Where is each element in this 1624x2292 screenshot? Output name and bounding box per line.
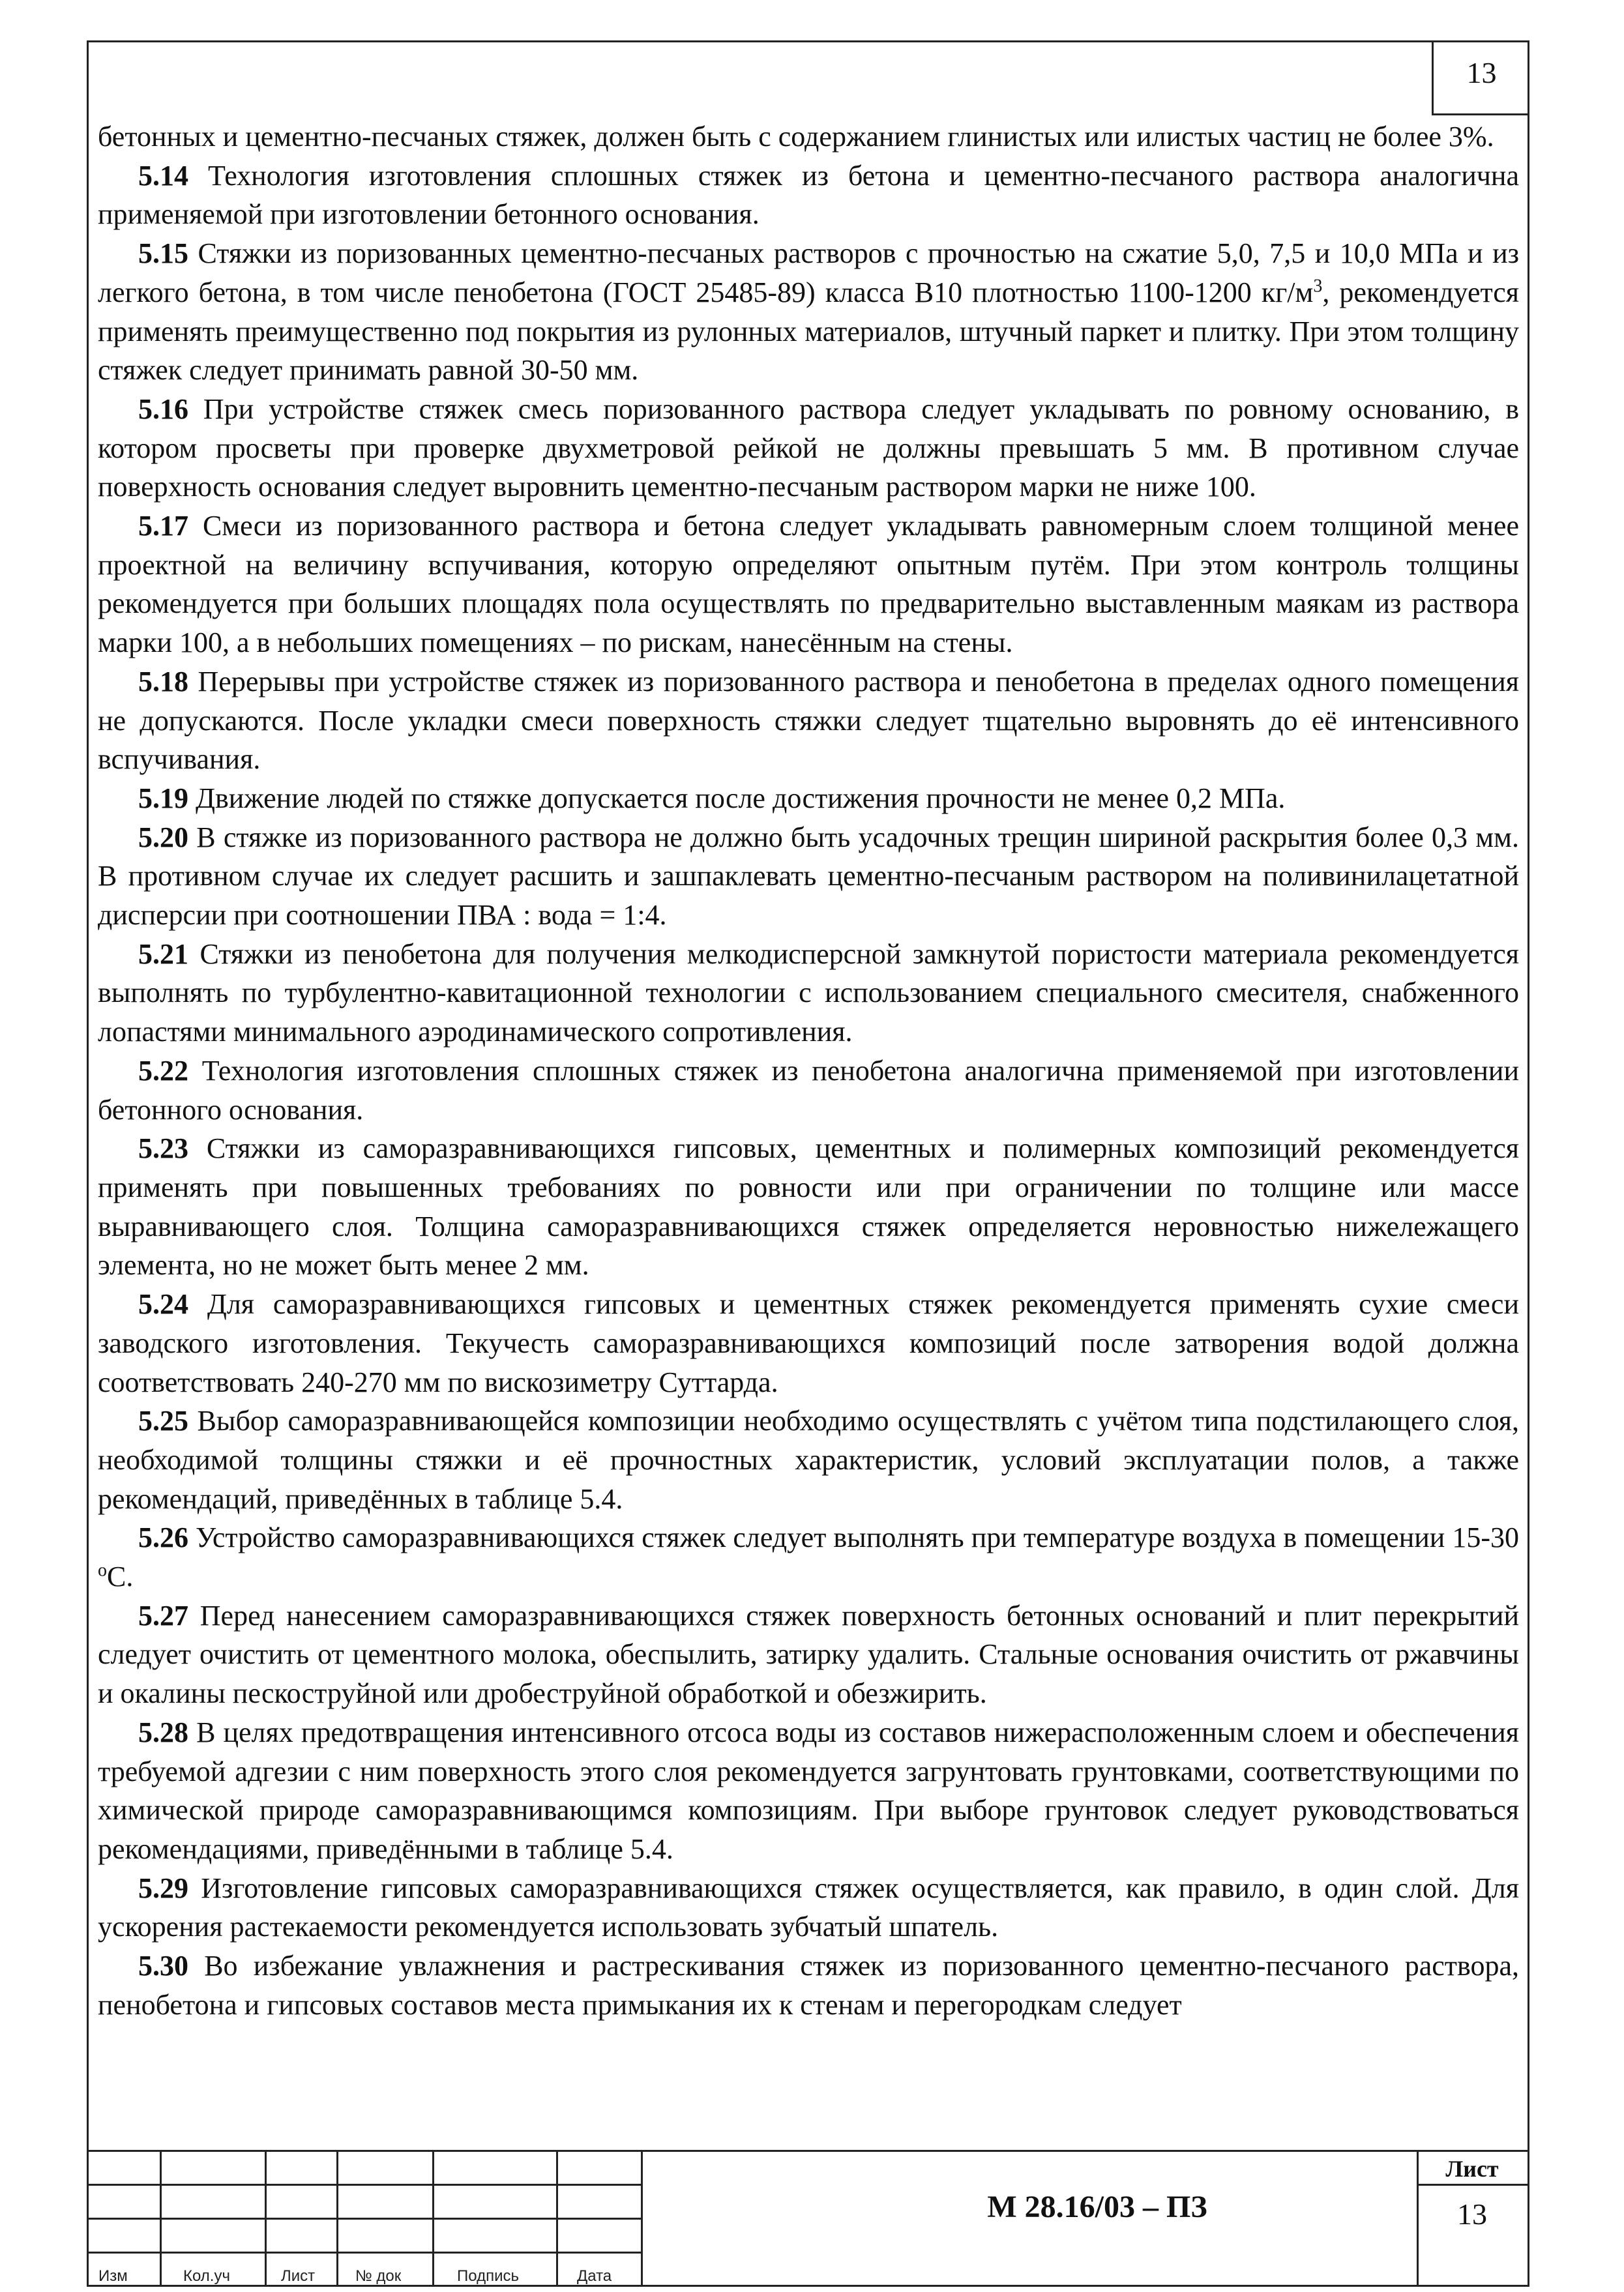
clause-number: 5.26: [138, 1521, 188, 1554]
paragraph-text: Технология изготовления сплошных стяжек из бетона и цементно-песчаного раствора аналогична применяемой при изготовлении бетонного основания.: [98, 159, 1519, 231]
page-number-box: 13: [1432, 40, 1529, 115]
stamp-col-kol-uch: Кол.уч: [183, 2267, 230, 2285]
paragraph-text: При устройстве стяжек смесь поризованного раствора следует укладывать по ровному основанию, в котором просветы при проверке двухметровой рейкой не должны превышать 5 мм. В противном случае поверхность основания следует выровнить цементно-песчаным раствором марки не ниже 100.: [98, 392, 1519, 503]
clause-number: 5.23: [138, 1132, 188, 1165]
paragraph-text: Для саморазравнивающихся гипсовых и цементных стяжек рекомендуется применять сухие смеси заводского изготовления. Текучесть саморазравнивающихся композиций после затворения водой должна соответствовать 240-270 мм по вискозиметру Суттарда.: [98, 1288, 1519, 1398]
paragraph-text-continued: С.: [107, 1561, 134, 1593]
paragraph: [98, 1051, 1519, 1129]
clause-number: 5.28: [138, 1716, 188, 1748]
paragraph: [98, 1713, 1519, 1869]
paragraph-text: Стяжки из пенобетона для получения мелкодисперсной замкнутой пористости материала рекомендуется выполнять по турбулентно-кавитационной технологии с использованием специального смесителя, снабженного лопастями минимального аэродинамического сопротивления.: [98, 937, 1519, 1048]
stamp-col-signature: Подпись: [457, 2267, 519, 2285]
paragraph-text: бетонных и цементно-песчаных стяжек, должен быть с содержанием глинистых или илистых частиц не более 3%.: [98, 121, 1494, 153]
clause-number: 5.22: [138, 1054, 188, 1087]
paragraph: [98, 935, 1519, 1051]
stamp-col-izm: Изм: [98, 2267, 128, 2285]
stamp-col-doc: № док: [355, 2267, 402, 2285]
superscript: o: [98, 1560, 107, 1581]
clause-number: 5.16: [138, 392, 188, 425]
paragraph-text: Движение людей по стяжке допускается после достижения прочности не менее 0,2 МПа.: [188, 782, 1286, 814]
clause-number: 5.19: [138, 782, 188, 814]
paragraph-text: Устройство саморазравнивающихся стяжек следует выполнять при температуре воздуха в помещении 15-30: [188, 1521, 1519, 1554]
clause-number: 5.18: [138, 665, 188, 698]
clause-number: 5.20: [138, 821, 188, 853]
paragraph: [98, 1869, 1519, 1947]
paragraph: [98, 156, 1519, 234]
superscript: 3: [1313, 276, 1323, 297]
paragraph: [98, 818, 1519, 935]
paragraph: [98, 1947, 1519, 2024]
paragraph: [98, 779, 1519, 818]
paragraph: [98, 1518, 1519, 1596]
paragraph-text: В стяжке из поризованного раствора не должно быть усадочных трещин шириной раскрытия более 0,3 мм. В противном случае их следует расшить и зашпаклевать цементно-песчаным раствором на поливинилацетатной дисперсии при соотношении ПВА : вода = 1:4.: [98, 821, 1519, 932]
paragraph-text: Перерывы при устройстве стяжек из поризованного раствора и пенобетона в пределах одного помещения не допускаются. После укладки смеси поверхность стяжки следует тщательно выровнять до её интенсивного вспучивания.: [98, 665, 1519, 776]
paragraph-text: Смеси из поризованного раствора и бетона следует укладывать равномерным слоем толщиной менее проектной на величину вспучивания, которую определяют опытным путём. При этом контроль толщины рекомендуется при больших площадях пола осуществлять по предварительно выставленным маякам из раствора марки 100, а в небольших помещениях – по рискам, нанесённым на стены.: [98, 510, 1519, 659]
paragraph-text: Выбор саморазравнивающейся композиции необходимо осуществлять с учётом типа подстилающего слоя, необходимой толщины стяжки и её прочностных характеристик, условий эксплуатации полов, а также рекомендаций, приведённых в таблице 5.4.: [98, 1405, 1519, 1515]
paragraph: [98, 662, 1519, 779]
paragraph: [98, 1596, 1519, 1713]
paragraph: [98, 1129, 1519, 1285]
paragraph-text: В целях предотвращения интенсивного отсоса воды из составов нижерасположенным слоем и обеспечения требуемой адгезии с ним поверхность этого слоя рекомендуется загрунтовать грунтовками, соответствующими по химической природе саморазравнивающимся композициям. При выборе грунтовок следует руководствоваться рекомендациями, приведёнными в таблице 5.4.: [98, 1716, 1519, 1865]
paragraph-text: Стяжки из саморазравнивающихся гипсовых, цементных и полимерных композиций рекомендуется применять при повышенных требованиях по ровности или при ограничении по толщине или массе выравнивающего слоя. Толщина саморазравнивающихся стяжек определяется неровностью нижележащего элемента, но не может быть менее 2 мм.: [98, 1132, 1519, 1282]
paragraph: [98, 234, 1519, 390]
paragraph: [98, 1402, 1519, 1518]
stamp-col-date: Дата: [577, 2267, 612, 2285]
clause-number: 5.15: [138, 237, 188, 270]
paragraph: [98, 117, 1519, 156]
sheet-label: Лист: [1445, 2156, 1499, 2182]
sheet-number: 13: [1457, 2197, 1487, 2231]
clause-number: 5.21: [138, 937, 188, 970]
clause-number: 5.30: [138, 1950, 188, 1982]
paragraph: [98, 1285, 1519, 1402]
paragraph: [98, 390, 1519, 507]
document-code: М 28.16/03 – ПЗ: [987, 2190, 1207, 2224]
stamp-col-list: Лист: [281, 2267, 316, 2285]
title-block: [87, 2150, 1529, 2287]
paragraph-text: Во избежание увлажнения и растрескивания стяжек из поризованного цементно-песчаного раствора, пенобетона и гипсовых составов места примыкания их к стенам и перегородкам следует: [98, 1950, 1519, 2021]
clause-number: 5.14: [138, 159, 188, 192]
paragraph-text: Перед нанесением саморазравнивающихся стяжек поверхность бетонных оснований и плит перекрытий следует очистить от цементного молока, обеспылить, затирку удалить. Стальные основания очистить от ржавчины и окалины пескоструйной или дробеструйной обработкой и обезжирить.: [98, 1599, 1519, 1710]
clause-number: 5.29: [138, 1872, 188, 1904]
paragraph-text: Технология изготовления сплошных стяжек из пенобетона аналогична применяемой при изготовлении бетонного основания.: [98, 1054, 1519, 1126]
paragraph: [98, 507, 1519, 662]
paragraph-text-continued: , рекомендуется применять преимущественно под покрытия из рулонных материалов, штучный паркет и плитку. При этом толщину стяжек следует принимать равной 30-50 мм.: [98, 276, 1520, 387]
clause-number: 5.24: [138, 1288, 188, 1321]
paragraph-text: Стяжки из поризованных цементно-песчаных растворов с прочностью на сжатие 5,0, 7,5 и 10,0 МПа и из легкого бетона, в том числе пенобетона (ГОСТ 25485-89) класса В10 плотностью 1100-1200 кг/м: [98, 237, 1519, 308]
clause-number: 5.27: [138, 1599, 188, 1632]
paragraph-text: Изготовление гипсовых саморазравнивающихся стяжек осуществляется, как правило, в один слой. Для ускорения растекаемости рекомендуется использовать зубчатый шпатель.: [98, 1872, 1519, 1943]
clause-number: 5.17: [138, 510, 188, 542]
clause-number: 5.25: [138, 1405, 188, 1437]
document-body: [98, 117, 1519, 2024]
